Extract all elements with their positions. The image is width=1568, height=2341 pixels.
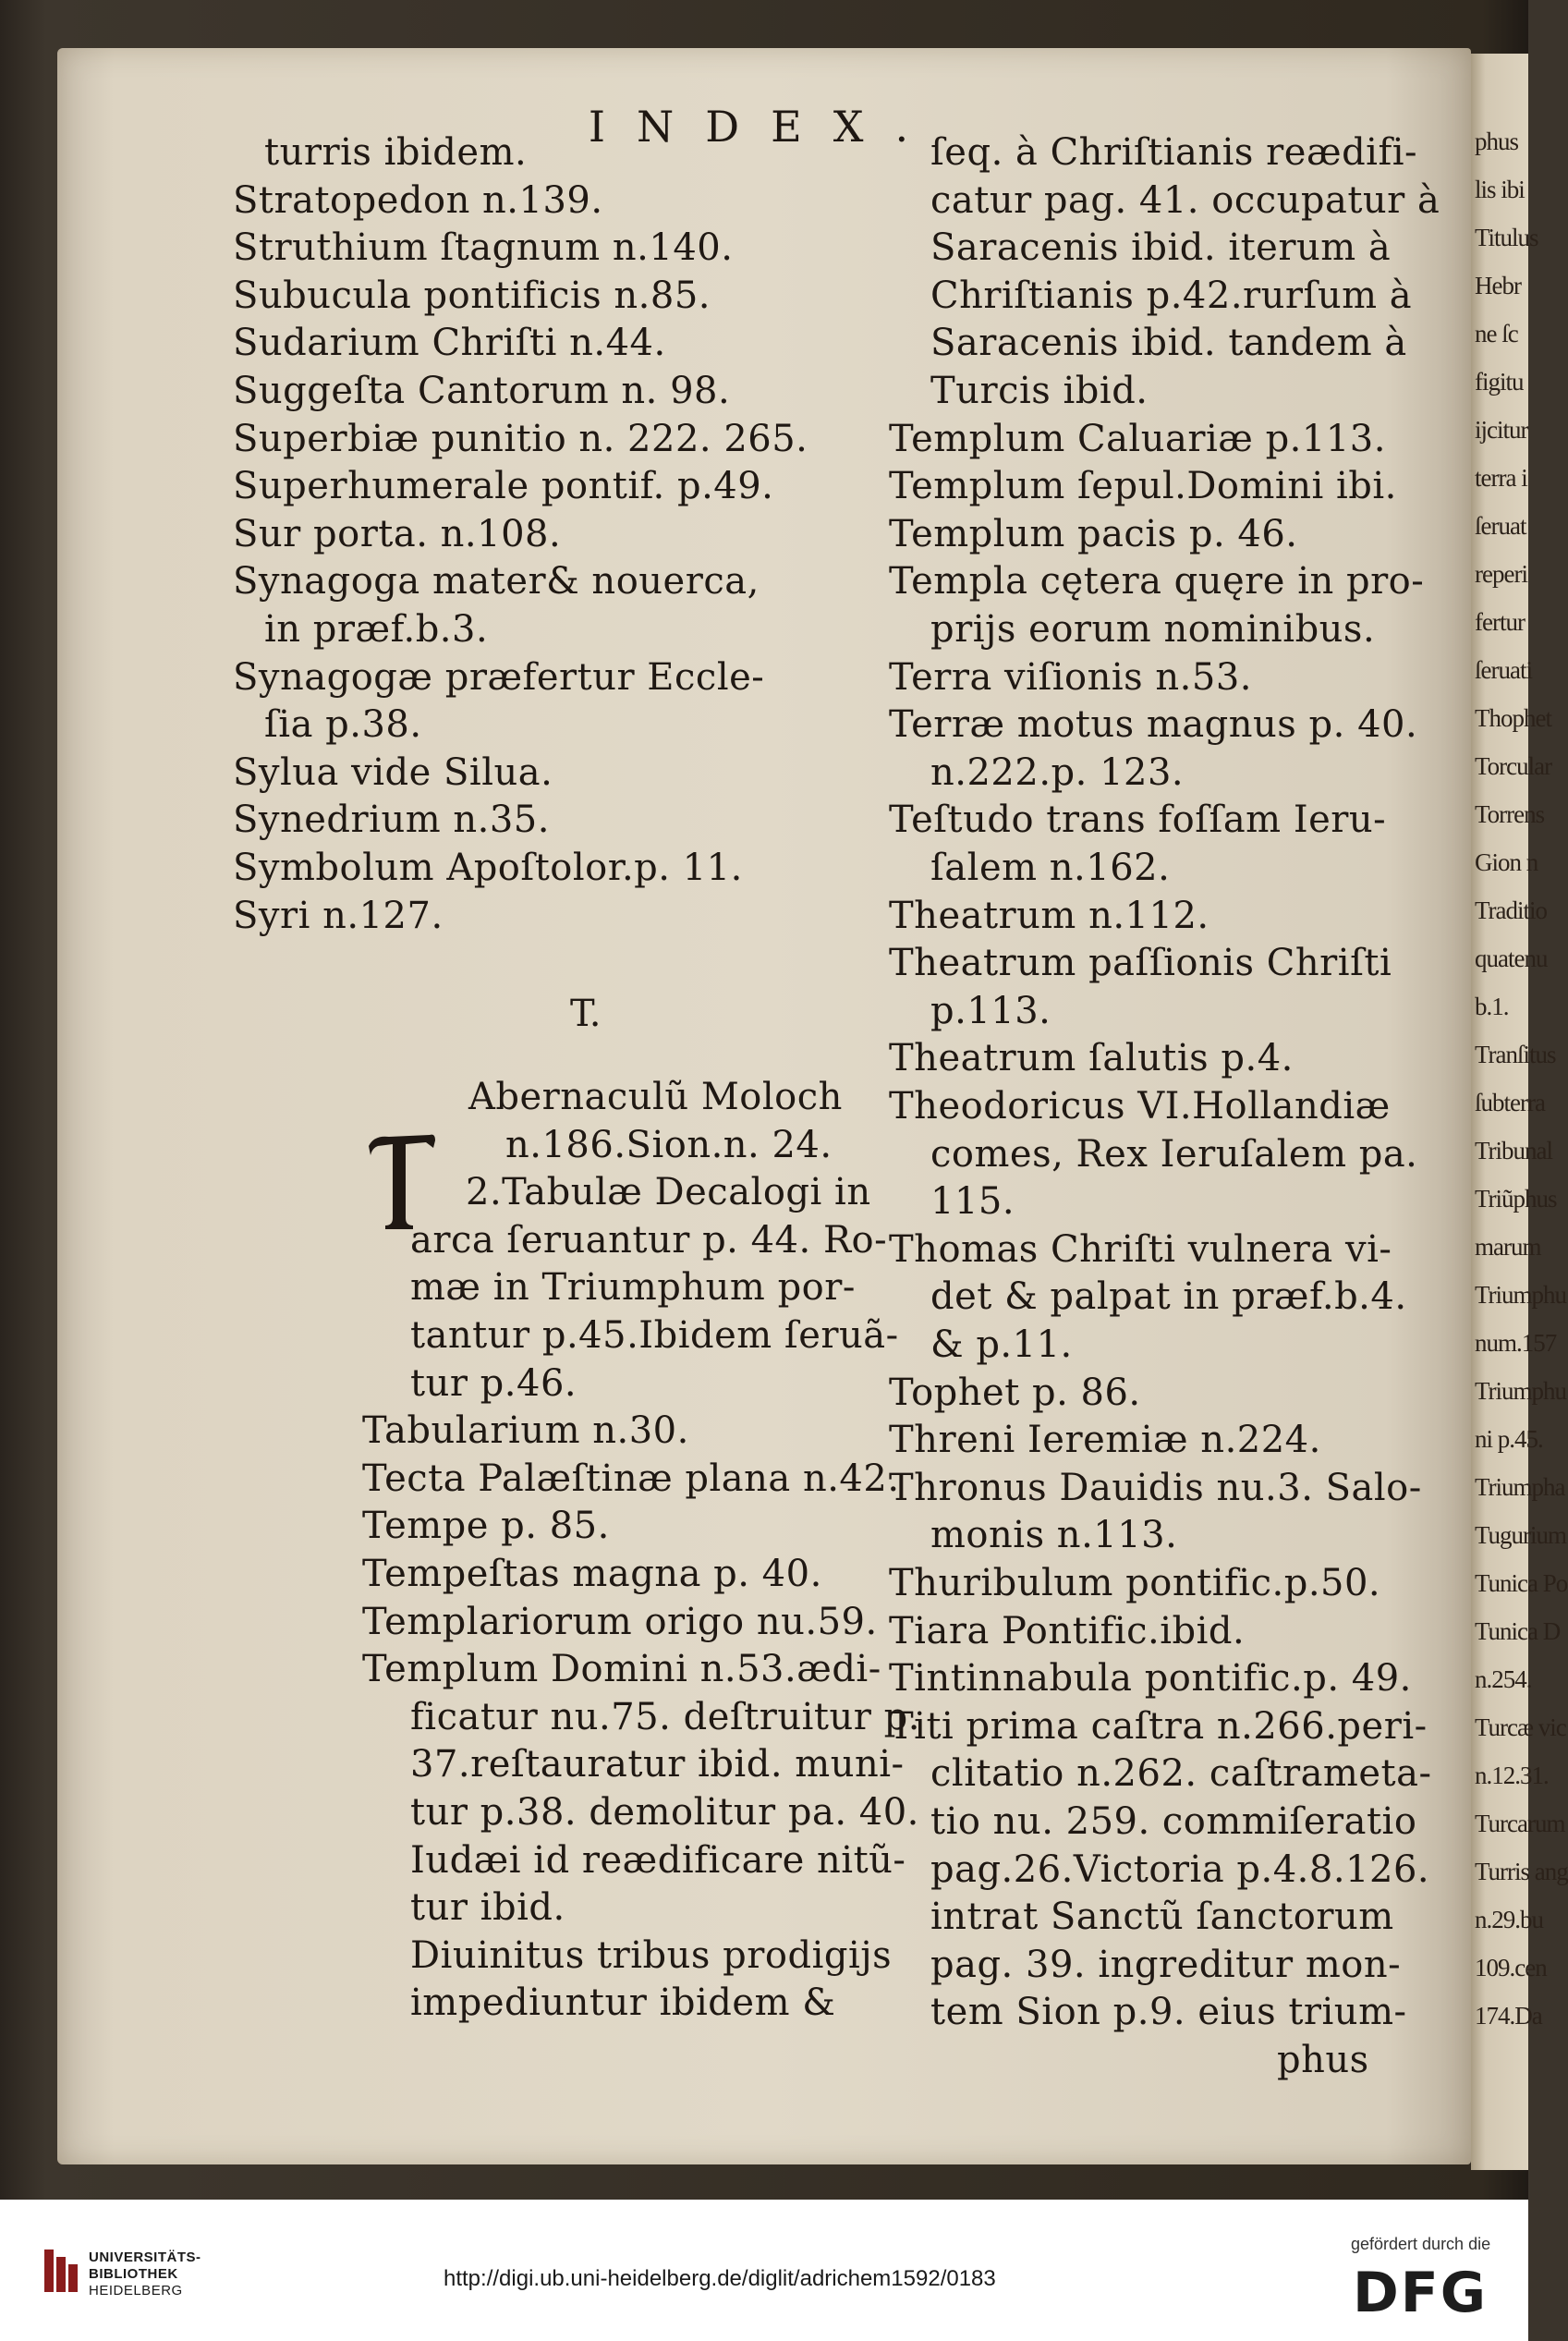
index-entry-line: tur p.38. demolitur pa. 40.	[410, 1791, 919, 1834]
library-name	[89, 2250, 201, 2299]
index-entry-line: Theatrum n.112.	[889, 894, 1209, 937]
facing-page-fragment: ijcitur	[1475, 416, 1528, 444]
facing-page-fragment: Gion n	[1475, 848, 1538, 876]
book-page	[57, 48, 1471, 2164]
index-entry-line: tantur p.45.Ibidem ſeruã-	[410, 1314, 899, 1357]
index-entry-line: Tecta Palæſtinæ plana n.42.	[362, 1457, 900, 1500]
index-entry-line: Subucula pontificis n.85.	[233, 274, 711, 317]
index-entry-line: comes, Rex Ieruſalem pa.	[930, 1132, 1418, 1176]
index-entry-line: Symbolum Apoſtolor.p. 11.	[233, 847, 743, 889]
index-entry-line: Turcis ibid.	[930, 370, 1149, 412]
index-entry-line: & p.11.	[930, 1323, 1073, 1366]
facing-page-fragment: Titulus	[1475, 224, 1538, 251]
index-entry-line: Superhumerale pontif. p.49.	[233, 465, 774, 508]
index-entry-line: Templum pacis p. 46.	[889, 512, 1298, 555]
facing-page-fragment: marum	[1475, 1233, 1541, 1261]
index-entry-line: Titi prima caſtra n.266.peri-	[889, 1704, 1428, 1748]
library-name-line1: UNIVERSITÄTS-	[89, 2250, 201, 2265]
index-entry-line: mæ in Triumphum por-	[410, 1266, 856, 1310]
index-entry-line: Thomas Chriſti vulnera vi-	[889, 1227, 1392, 1271]
index-entry-line: Tintinnabula pontific.p. 49.	[889, 1657, 1412, 1701]
index-entry-line: Thuribulum pontific.p.50.	[889, 1562, 1381, 1604]
facing-page-fragment: ſeruati	[1475, 656, 1532, 684]
facing-page-fragment: n.12.31.	[1475, 1762, 1549, 1789]
facing-page-fragment: Triumphu	[1475, 1281, 1567, 1309]
index-entry-line: 37.reſtauratur ibid. muni-	[410, 1743, 905, 1786]
index-entry-line: Synagogæ præfertur Eccle-	[233, 655, 765, 699]
index-entry-line: Tiara Pontific.ibid.	[889, 1609, 1246, 1652]
index-entry-line: tur p.46.	[410, 1361, 577, 1405]
index-entry-line: Sudarium Chriſti n.44.	[233, 322, 666, 365]
index-entry-line: Iudæi id reædificare nitũ-	[410, 1838, 906, 1882]
index-entry-line: Terræ motus magnus p. 40.	[889, 703, 1418, 747]
facing-page-edge	[1471, 54, 1568, 2170]
facing-page-fragment: figitu	[1475, 368, 1524, 396]
facing-page-fragment: Triũphus	[1475, 1185, 1557, 1213]
index-entry-line: p.113.	[930, 989, 1051, 1032]
index-entry-line: clitatio n.262. caſtrameta-	[930, 1752, 1432, 1796]
index-entry-line: Tempeſtas magna p. 40.	[362, 1553, 822, 1595]
drop-cap-letter-t	[365, 1129, 437, 1231]
facing-page-fragment: quatenu	[1475, 945, 1548, 972]
facing-page-fragment: Tunica Po	[1475, 1569, 1568, 1597]
index-entry-line: n.222.p. 123.	[930, 750, 1185, 794]
facing-page-fragment: b.1.	[1475, 993, 1509, 1020]
index-entry-line: Sur porta. n.108.	[233, 512, 562, 555]
facing-page-fragment: Hebr	[1475, 272, 1521, 299]
index-entry-line: Syri n.127.	[233, 894, 444, 937]
section-heading: T.	[570, 993, 602, 1035]
facing-page-fragment: ſeruat	[1475, 512, 1526, 540]
viewer-footer	[0, 2200, 1528, 2341]
facing-page-fragment: Torrens	[1475, 800, 1545, 828]
index-entry-line: pag.26.Victoria p.4.8.126.	[930, 1847, 1430, 1891]
index-entry-line: Theodoricus VI.Hollandiæ	[889, 1085, 1391, 1128]
index-entry-line: n.186.Sion.n. 24.	[505, 1123, 833, 1166]
index-entry-line: Saracenis ibid. iterum à	[930, 226, 1392, 270]
index-entry-line: monis n.113.	[930, 1514, 1178, 1557]
index-entry-line: turris ibidem.	[264, 131, 528, 174]
facing-page-fragment: num.157	[1475, 1329, 1557, 1357]
index-entry-line: Abernaculũ Moloch	[468, 1076, 843, 1118]
index-entry-line: Struthium ſtagnum n.140.	[233, 226, 734, 270]
facing-page-fragment: fertur	[1475, 608, 1525, 636]
facing-page-fragment: Triumphu	[1475, 1377, 1567, 1405]
index-entry-line: ſalem n.162.	[930, 847, 1171, 889]
index-entry-line: Tophet p. 86.	[889, 1371, 1141, 1414]
facing-page-fragment: 109.cen	[1475, 1954, 1547, 1981]
index-entry-line: arca ſeruantur p. 44. Ro-	[410, 1218, 888, 1262]
facing-page-fragment: n.29.bu	[1475, 1906, 1543, 1933]
facing-page-fragment: Tugurium	[1475, 1521, 1567, 1549]
facing-page-fragment: Turris ang	[1475, 1858, 1568, 1885]
index-entry-line: 2.Tabulæ Decalogi in	[466, 1171, 871, 1214]
index-entry-line: ſeq. à Chriſtianis reædifi-	[930, 131, 1418, 174]
funding-note: gefördert durch die	[1351, 2235, 1491, 2253]
facing-page-fragment: Thophet	[1475, 704, 1551, 732]
university-library-logo-icon	[43, 2248, 79, 2294]
index-entry-line: Superbiæ punitio n. 222. 265.	[233, 417, 808, 460]
facing-page-fragment: 174.Da	[1475, 2002, 1542, 2030]
library-name-line3: HEIDELBERG	[89, 2283, 183, 2298]
facing-page-fragment: Traditio	[1475, 896, 1548, 924]
index-entry-line: Terra viſionis n.53.	[889, 655, 1253, 699]
index-entry-line: Templum Domini n.53.ædi-	[362, 1648, 881, 1691]
index-entry-line: tur ibid.	[410, 1886, 565, 1930]
index-entry-line: ſia p.38.	[264, 703, 422, 747]
index-entry-line: Threni Ieremiæ n.224.	[889, 1419, 1321, 1462]
library-name-line2: BIBLIOTHEK	[89, 2266, 178, 2282]
facing-page-fragment: lis ibi	[1475, 176, 1525, 203]
page-header: INDEX.	[588, 102, 941, 152]
index-entry-line: Chriſtianis p.42.rurſum à	[930, 274, 1413, 317]
facing-page-fragment: n.254.	[1475, 1665, 1532, 1693]
index-entry-line: Templariorum origo nu.59.	[362, 1600, 878, 1643]
index-entry-line: Tempe p. 85.	[362, 1505, 610, 1548]
index-entry-line: phus	[1277, 2039, 1369, 2081]
facing-page-fragment: ſubterra	[1475, 1089, 1545, 1116]
index-entry-line: Synagoga mater& nouerca,	[233, 560, 760, 604]
facing-page-fragment: Tunica D	[1475, 1617, 1561, 1645]
index-entry-line: Theatrum ſalutis p.4.	[889, 1037, 1294, 1080]
index-entry-line: Synedrium n.35.	[233, 799, 550, 842]
facing-page-fragment: reperi	[1475, 560, 1527, 588]
facing-page-fragment: ni p.45.	[1475, 1425, 1543, 1453]
index-entry-line: Templum Caluariæ p.113.	[889, 417, 1386, 460]
facing-page-fragment: ne ſc	[1475, 320, 1518, 347]
index-entry-line: Diuinitus tribus prodigijs	[410, 1933, 893, 1977]
index-entry-line: catur pag. 41. occupatur à	[930, 178, 1440, 222]
index-entry-line: Tabularium n.30.	[362, 1409, 689, 1453]
index-entry-line: Theatrum paſſionis Chriſti	[889, 942, 1392, 985]
index-entry-line: Stratopedon n.139.	[233, 178, 603, 222]
index-entry-line: det & palpat in præf.b.4.	[930, 1275, 1407, 1319]
index-entry-line: Saracenis ibid. tandem à	[930, 322, 1407, 365]
index-entry-line: Suggeſta Cantorum n. 98.	[233, 370, 731, 412]
index-entry-line: Templum ſepul.Domini ibi.	[889, 465, 1397, 508]
index-entry-line: Teſtudo trans foſſam Ieru-	[889, 799, 1387, 842]
facing-page-fragment: Turcarum	[1475, 1810, 1565, 1837]
index-entry-line: Sylua vide Silua.	[233, 750, 553, 794]
facing-page-fragment: Turcæ vic	[1475, 1713, 1566, 1741]
index-entry-line: 115.	[930, 1180, 1015, 1224]
index-entry-line: Templa cętera quęre in pro-	[889, 560, 1425, 604]
facing-page-fragment: Triumpha	[1475, 1473, 1565, 1501]
dfg-logo: DFG	[1353, 2261, 1489, 2325]
index-entry-line: intrat Sanctũ ſanctorum	[930, 1896, 1394, 1939]
facing-page-fragment: Torcular	[1475, 752, 1552, 780]
index-entry-line: prijs eorum nominibus.	[930, 608, 1376, 651]
index-entry-line: in præf.b.3.	[264, 608, 489, 651]
facing-page-fragment: Tranſitus	[1475, 1041, 1556, 1068]
facing-page-fragment: Tribunal	[1475, 1137, 1553, 1164]
index-entry-line: ficatur nu.75. deſtruitur p.	[410, 1695, 920, 1738]
index-entry-line: tio nu. 259. commiſeratio	[930, 1800, 1417, 1843]
permalink-url[interactable]: http://digi.ub.uni-heidelberg.de/diglit/adrichem1592/0183	[444, 2266, 996, 2291]
index-entry-line: impediuntur ibidem &	[410, 1981, 836, 2025]
facing-page-fragment: phus	[1475, 128, 1519, 155]
index-entry-line: Thronus Dauidis nu.3. Salo-	[889, 1466, 1422, 1509]
facing-page-fragment: terra i	[1475, 464, 1527, 492]
index-entry-line: pag. 39. ingreditur mon-	[930, 1943, 1402, 1986]
index-entry-line: tem Sion p.9. eius trium-	[930, 1991, 1407, 2034]
